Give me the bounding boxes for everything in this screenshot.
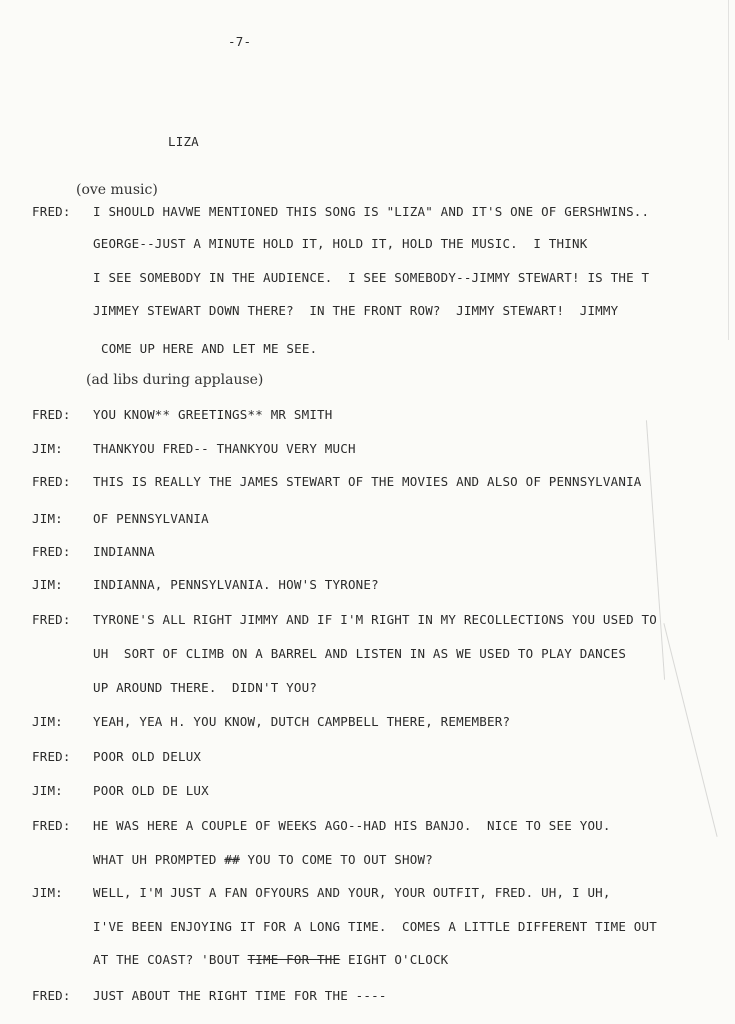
dialogue-line: I SEE SOMEBODY IN THE AUDIENCE. I SEE SOMEBODY--JIMMY STEWART! IS THE T (93, 270, 650, 285)
dialogue-line: JIMMEY STEWART DOWN THERE? IN THE FRONT ROW? JIMMY STEWART! JIMMY (93, 303, 619, 318)
dialogue-line: WELL, I'M JUST A FAN OFYOURS AND YOUR, YOUR OUTFIT, FRED. UH, I UH, (93, 885, 611, 900)
dialogue-line (93, 952, 448, 968)
dialogue-line: TYRONE'S ALL RIGHT JIMMY AND IF I'M RIGHT IN MY RECOLLECTIONS YOU USED TO (93, 612, 657, 627)
dialogue-line: GEORGE--JUST A MINUTE HOLD IT, HOLD IT, HOLD THE MUSIC. I THINK (93, 236, 588, 251)
dialogue-text: WHAT UH PROMPTED (93, 852, 225, 867)
dialogue-line: YOU KNOW** GREETINGS** MR SMITH (93, 407, 333, 422)
speaker-label: JIM: (32, 783, 63, 798)
paper-edge-mark (728, 0, 729, 340)
dialogue-line: JUST ABOUT THE RIGHT TIME FOR THE ---- (93, 988, 387, 1003)
dialogue-line: THANKYOU FRED-- THANKYOU VERY MUCH (93, 441, 356, 456)
dialogue-line: THIS IS REALLY THE JAMES STEWART OF THE MOVIES AND ALSO OF PENNSYLVANIA (93, 474, 642, 489)
dialogue-text: AT THE COAST? 'BOUT (93, 952, 248, 967)
speaker-label: JIM: (32, 714, 63, 729)
dialogue-line: YEAH, YEA H. YOU KNOW, DUTCH CAMPBELL THERE, REMEMBER? (93, 714, 511, 729)
speaker-label: JIM: (32, 885, 63, 900)
speaker-label: FRED: (32, 474, 71, 489)
dialogue-text: EIGHT O'CLOCK (340, 952, 449, 967)
song-title: LIZA (168, 134, 199, 149)
dialogue-line: OF PENNSYLVANIA (93, 511, 209, 526)
speaker-label: FRED: (32, 204, 71, 219)
speaker-label: JIM: (32, 511, 63, 526)
dialogue-line: I'VE BEEN ENJOYING IT FOR A LONG TIME. COMES A LITTLE DIFFERENT TIME OUT (93, 919, 657, 934)
dialogue-line: HE WAS HERE A COUPLE OF WEEKS AGO--HAD HIS BANJO. NICE TO SEE YOU. (93, 818, 611, 833)
speaker-label: FRED: (32, 749, 71, 764)
dialogue-line: POOR OLD DE LUX (93, 783, 209, 798)
dialogue-text: YOU TO COME TO OUT SHOW? (239, 852, 433, 867)
speaker-label: FRED: (32, 988, 71, 1003)
speaker-label: FRED: (32, 544, 71, 559)
paper-crease-mark (663, 623, 717, 837)
dialogue-line: UP AROUND THERE. DIDN'T YOU? (93, 680, 318, 695)
annotation-ove-music: (ove music) (76, 182, 158, 198)
speaker-label: FRED: (32, 407, 71, 422)
dialogue-line: UH SORT OF CLIMB ON A BARREL AND LISTEN IN AS WE USED TO PLAY DANCES (93, 646, 627, 661)
speaker-label: FRED: (32, 818, 71, 833)
dialogue-line: I SHOULD HAVWE MENTIONED THIS SONG IS "LIZA" AND IT'S ONE OF GERSHWINS.. (93, 204, 650, 219)
dialogue-line: INDIANNA, PENNSYLVANIA. HOW'S TYRONE? (93, 577, 379, 592)
speaker-label: JIM: (32, 577, 63, 592)
speaker-label: JIM: (32, 441, 63, 456)
struck-text: TIME FOR THE (247, 952, 341, 967)
dialogue-line: COME UP HERE AND LET ME SEE. (101, 341, 318, 356)
dialogue-line (93, 852, 433, 868)
paper-crease-mark (646, 420, 665, 679)
dialogue-line: POOR OLD DELUX (93, 749, 202, 764)
speaker-label: FRED: (32, 612, 71, 627)
struck-text: ## (224, 852, 240, 867)
page-number: -7- (228, 34, 252, 49)
dialogue-line: INDIANNA (93, 544, 155, 559)
annotation-ad-libs: (ad libs during applause) (86, 372, 264, 388)
